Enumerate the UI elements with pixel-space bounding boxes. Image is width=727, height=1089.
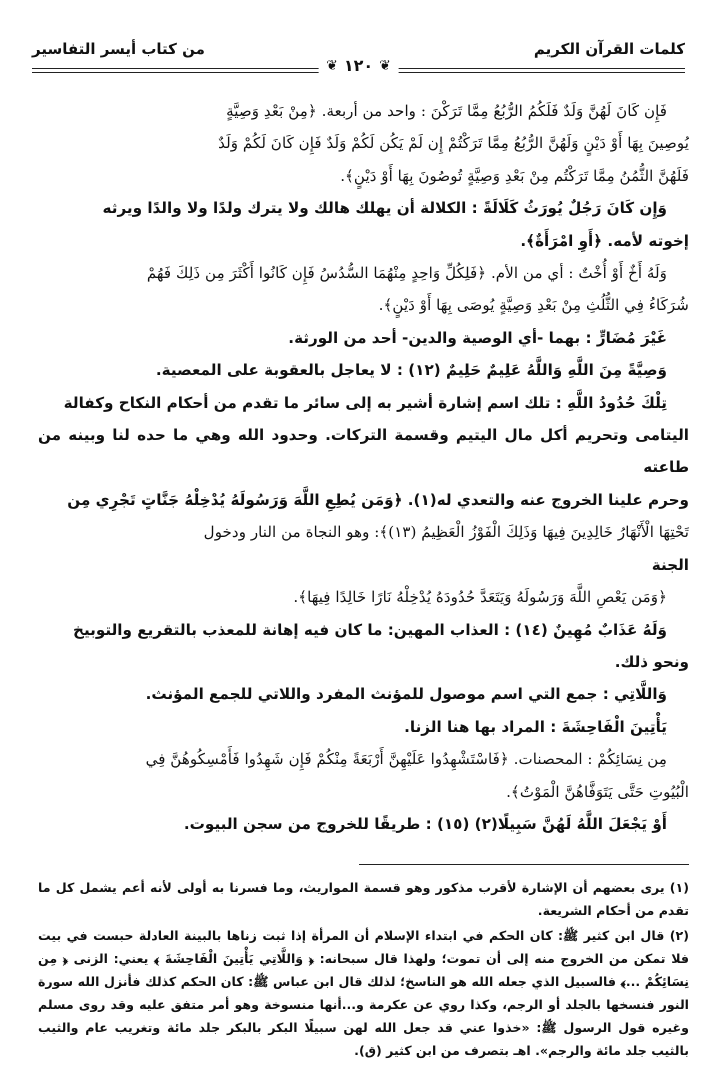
text-line: إخوته لأمه. ﴿أَوِ امْرَأَةٌ﴾.	[520, 231, 689, 250]
page-number: ١٢٠	[343, 56, 374, 75]
text-line: الْبُيُوتِ حَتَّى يَتَوَفَّاهُنَّ الْمَوْتُ﴾.	[506, 782, 689, 801]
text-line: وَلَهُ عَذَابٌ مُهِينٌ (١٤) : العذاب المهين: ما كان فيه إهانة للمعذب بالتقريع والتوبيخ	[73, 620, 667, 639]
ornament-right-icon: ❦	[379, 57, 391, 74]
text-line: تِلْكَ حُدُودُ اللَّهِ : تلك اسم إشارة أشير به إلى سائر ما تقدم من أحكام النكاح وكفالة	[63, 393, 667, 412]
ornament-left-icon: ❦	[326, 57, 338, 74]
text-line: يَأْتِينَ الْفَاحِشَةَ : المراد بها هنا الزنا.	[404, 717, 667, 736]
book-title: كلمات القرآن الكريم	[533, 40, 685, 58]
text-line: شُرَكَاءُ فِي الثُّلُثِ مِنْ بَعْدِ وَصِيَّةٍ يُوصَى بِهَا أَوْ دَيْنٍ﴾.	[378, 296, 689, 315]
page-header	[32, 34, 685, 82]
text-line: وَإِن كَانَ رَجُلٌ يُورَثُ كَلَالَةً : الكلالة أن يهلك هالك ولا يترك ولدًا ولا والدًا ويرثه	[102, 199, 667, 218]
text-line: وَصِيَّةً مِنَ اللَّهِ وَاللَّهُ عَلِيمٌ حَلِيمٌ (١٢) : لا يعاجل بالعقوبة على المعصية.	[155, 361, 667, 380]
text-line: غَيْرَ مُضَارٍّ : بهما -أي الوصية والدين- أحد من الورثة.	[288, 328, 667, 347]
footnote-1: (١) يرى بعضهم أن الإشارة لأقرب مذكور وهو قسمة المواريث، وما فسرنا به أولى لأنه أعم يشمل كل ما تقدم من أحكام الشريعة.	[38, 880, 689, 918]
text-line: وَلَهُ أَخٌ أَوْ أُخْتٌ : أي من الأم. ﴿فَلِكُلِّ وَاحِدٍ مِنْهُمَا السُّدُسُ فَإِن كَانُوا أَكْثَرَ مِن ذَلِكَ فَهُمْ	[146, 264, 667, 283]
text-line: وحرم علينا الخروج عنه والتعدي له(١). ﴿وَمَن يُطِعِ اللَّهَ وَرَسُولَهُ يُدْخِلْهُ جَنَّاتٍ تَجْرِي مِن	[67, 490, 689, 509]
text-line: ﴿وَمَن يَعْصِ اللَّهَ وَرَسُولَهُ وَيَتَعَدَّ حُدُودَهُ يُدْخِلْهُ نَارًا خَالِدًا فِيهَا﴾.	[293, 588, 667, 607]
text-line: وَاللَّاتِي : جمع التي اسم موصول للمؤنث المفرد واللاتي للجمع المؤنث.	[145, 685, 667, 704]
footnotes	[38, 876, 689, 1064]
main-text	[38, 95, 689, 840]
footnote-separator	[359, 864, 689, 865]
source-title: من كتاب أيسر التفاسير	[32, 40, 205, 58]
text-line: تَحْتِهَا الْأَنْهَارُ خَالِدِينَ فِيهَا وَذَلِكَ الْفَوْزُ الْعَظِيمُ (١٣)﴾: وهو النجاة من النار ودخول	[203, 523, 689, 542]
text-line: فَلَهُنَّ الثُّمُنُ مِمَّا تَرَكْتُم مِنْ بَعْدِ وَصِيَّةٍ تُوصُونَ بِهَا أَوْ دَيْنٍ﴾.	[340, 166, 689, 185]
text-line: مِن نِسَائِكُمْ : المحصنات. ﴿فَاسْتَشْهِدُوا عَلَيْهِنَّ أَرْبَعَةً مِنْكُمْ فَإِن شَهِدُوا فَأَمْسِكُوهُنَّ فِي	[145, 750, 667, 769]
text-line: اليتامى وتحريم أكل مال اليتيم وقسمة التركات. وحدود الله وهي ما حده لنا وبينه من طاعته	[38, 426, 689, 477]
page-number-box	[318, 56, 399, 75]
text-line: الجنة	[651, 555, 689, 574]
text-line: فَإِن كَانَ لَهُنَّ وَلَدٌ فَلَكُمُ الرُّبُعُ مِمَّا تَرَكْنَ : واحد من أربعة. ﴿مِنْ بَعْدِ وَصِيَّةٍ	[226, 102, 667, 120]
text-line: ونحو ذلك.	[614, 652, 689, 671]
text-line: أَوْ يَجْعَلَ اللَّهُ لَهُنَّ سَبِيلًا(٢) (١٥) : طريقًا للخروج من سجن البيوت.	[183, 814, 667, 833]
footnote-2: (٢) قال ابن كثير ﷺ: كان الحكم في ابتداء الإسلام أن المرأة إذا ثبت زناها بالبينة العادلة حبست في بيت فلا تمكن من الخروج منه إلى أن تموت؛ ولهذا قال سبحانه: ﴿ وَاللَّاتِي يَأْتِينَ الْفَاحِشَةَ ﴾ يعني: الزنى ﴿ مِن نِسَائِكُمْ ...﴾ فالسبيل الذي جعله الله هو الناسخ؛ لذلك قال ابن عباس ﷺ: كان الحكم كذلك فأنزل الله سورة النور فنسخها بالجلد أو الرجم، وكذا روي عن عكرمة و...أنها منسوخة وهو أمر متفق عليه وقد روى مسلم وغيره قول الرسول ﷺ: «خذوا عني قد جعل الله لهن سبيلًا البكر بالبكر جلد مائة وتغريب عام والثيب بالثيب جلد مائة والرجم». اهـ بتصرف من ابن كثير (ق).	[38, 928, 689, 1058]
text-line: يُوصِينَ بِهَا أَوْ دَيْنٍ وَلَهُنَّ الرُّبُعُ مِمَّا تَرَكْتُمْ إِن لَمْ يَكُن لَكُمْ وَلَدٌ فَإِن كَانَ لَكُمْ وَلَدٌ	[218, 134, 689, 153]
